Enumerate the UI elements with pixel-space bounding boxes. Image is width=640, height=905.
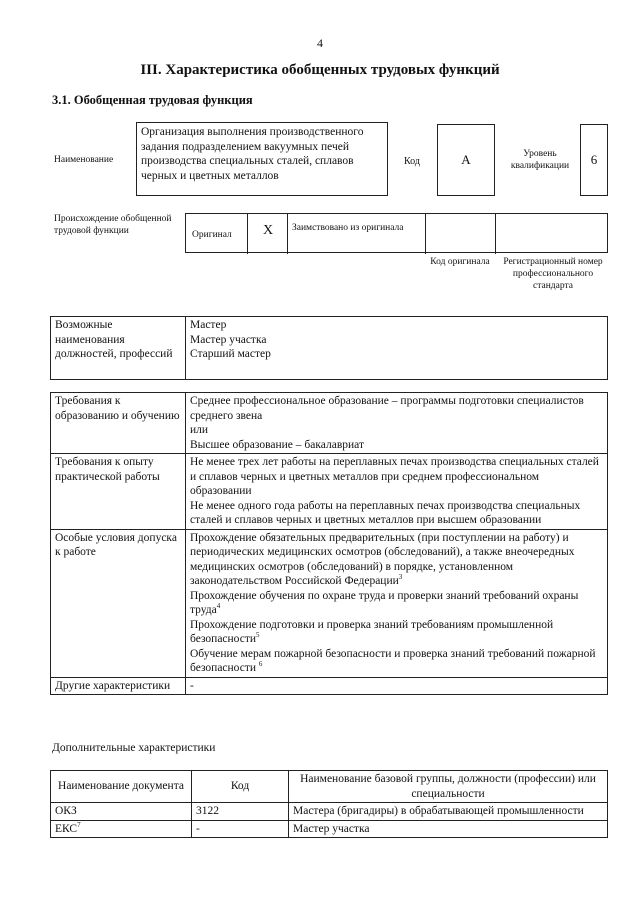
row-document [51, 803, 192, 821]
section-title: III. Характеристика обобщенных трудовых функций [140, 62, 500, 78]
footnote-ref: 3 [398, 573, 403, 582]
origin-label: Происхождение обобщенной трудовой функции [54, 214, 172, 236]
requirements-table [50, 392, 608, 695]
position-item: Старший мастер [190, 348, 271, 360]
admission-line [190, 647, 603, 676]
code-box: А [437, 124, 495, 196]
position-item: Мастер [190, 319, 227, 331]
admission-value [186, 529, 608, 677]
code-label: Код [404, 156, 420, 167]
col-header-name: Наименование базовой группы, должности (профессии) или специальности [289, 771, 608, 803]
borrowed-cell [288, 214, 426, 254]
admission-line [190, 531, 603, 589]
footnote-ref: 6 [258, 660, 263, 669]
position-item: Мастер участка [190, 333, 267, 346]
borrowed-label: Заимствовано из оригинала [292, 223, 404, 233]
row-code: 3122 [192, 803, 289, 821]
positions-label: Возможные наименования должностей, профессий [51, 317, 186, 380]
qualification-level-label: Уровень квалификации [510, 149, 570, 171]
experience-value [186, 454, 608, 530]
registration-number-caption: Регистрационный номер профессионального стандарта [503, 257, 603, 291]
table-row [51, 820, 608, 838]
admission-text: Обучение мерам пожарной безопасности и проверка знаний требований пожарной безопасности [190, 647, 596, 674]
document-code: ЕКС [55, 822, 78, 835]
original-cell [186, 214, 248, 254]
registration-number-cell [496, 214, 609, 254]
col-header-document: Наименование документа [51, 771, 192, 803]
row-code: - [192, 820, 289, 838]
education-line: или [190, 424, 209, 436]
other-label: Другие характеристики [51, 677, 186, 695]
experience-line: Не менее одного года работы на переплавных печах производства специальных сталей и сплавов черных и цветных металлов при высшем образовании [190, 499, 581, 526]
origin-row [185, 213, 608, 253]
row-name: Мастер участка [289, 820, 608, 838]
footnote-ref: 4 [216, 602, 221, 611]
additional-table [50, 770, 608, 838]
positions-table [50, 316, 608, 380]
page-number: 4 [317, 36, 323, 50]
original-mark-cell [248, 214, 288, 254]
admission-text: Прохождение обязательных предварительных (при поступлении на работу) и периодических медицинских осмотров (обследований), а также внеочередных медицинских осмотров (обследований) в порядке, установленном законодательством Российской Федерации [190, 531, 575, 587]
footnote-ref: 5 [256, 631, 260, 640]
original-label: Оригинал [192, 230, 232, 240]
row-document [51, 820, 192, 838]
positions-list [186, 317, 608, 380]
admission-line [190, 589, 603, 618]
name-label: Наименование [54, 155, 114, 165]
admission-label: Особые условия допуска к работе [51, 529, 186, 677]
document-code: ОКЗ [55, 805, 77, 817]
row-name: Мастера (бригадиры) в обрабатывающей промышленности [289, 803, 608, 821]
education-line: Среднее профессиональное образование – программы подготовки специалистов среднего звена [190, 395, 584, 422]
education-label: Требования к образованию и обучению [51, 393, 186, 454]
subsection-title: 3.1. Обобщенная трудовая функция [52, 93, 253, 107]
experience-label: Требования к опыту практической работы [51, 454, 186, 530]
original-code-cell [426, 214, 496, 254]
education-line: Высшее образование – бакалавриат [190, 438, 364, 451]
additional-label: Дополнительные характеристики [52, 742, 216, 754]
function-name-box: Организация выполнения производственного задания подразделением вакуумных печей производства специальных сталей, сплавов черных и цветных металлов [136, 122, 388, 196]
col-header-code: Код [192, 771, 289, 803]
experience-line: Не менее трех лет работы на переплавных печах производства специальных сталей и сплавов черных и цветных металлов при среднем профессиональном образовании [190, 456, 599, 497]
admission-text: Прохождение обучения по охране труда и проверки знаний требований охраны труда [190, 589, 579, 616]
other-value: - [186, 677, 608, 695]
education-value [186, 393, 608, 454]
original-mark: X [262, 223, 274, 238]
table-row [51, 803, 608, 821]
admission-text: Прохождение подготовки и проверка знаний требованиям промышленной безопасности [190, 618, 554, 645]
admission-line [190, 618, 603, 647]
qualification-level-box: 6 [580, 124, 608, 196]
footnote-ref: 7 [77, 820, 81, 829]
original-code-caption: Код оригинала [430, 257, 490, 267]
